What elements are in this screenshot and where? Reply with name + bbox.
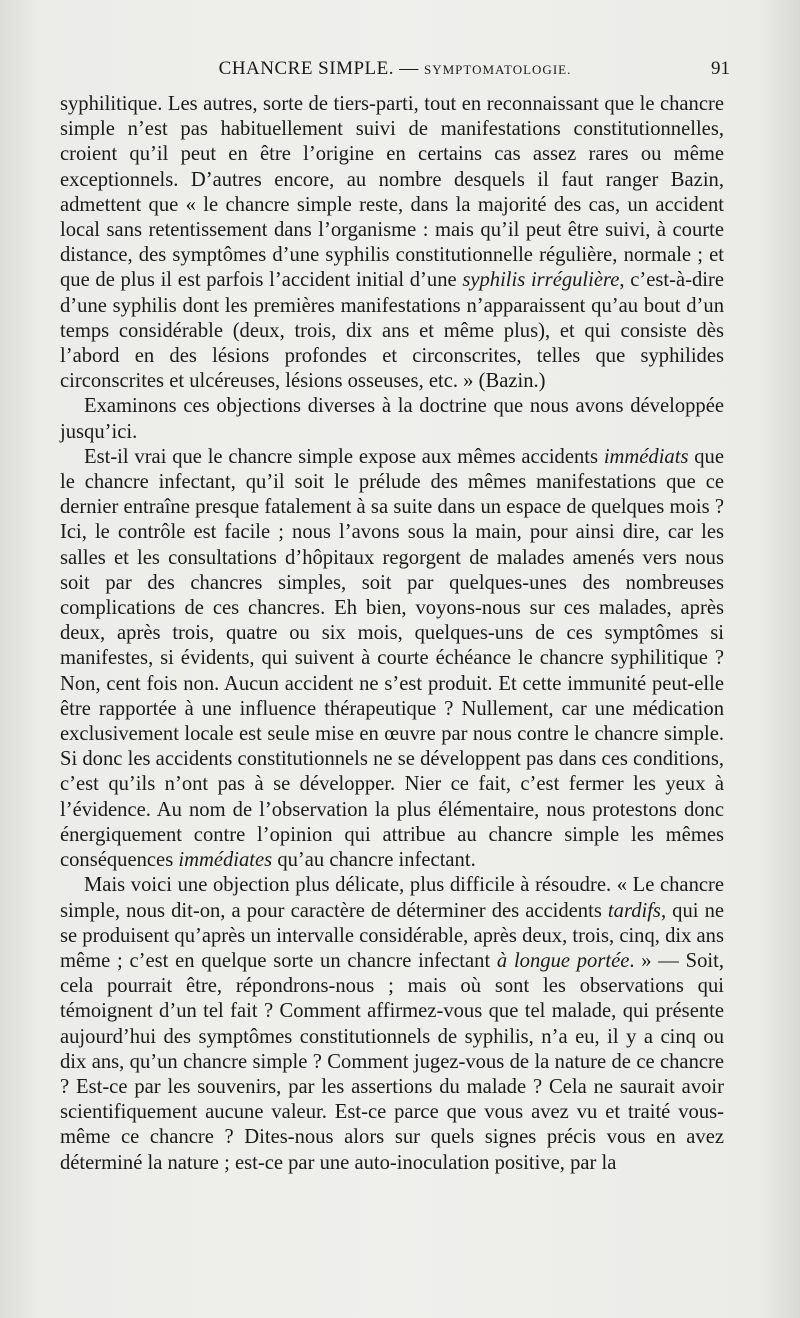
running-title (60, 58, 730, 80)
paragraph-text: , qui ne se produisent qu’après un intervalle considérable, après deux, trois, cinq, dix ans même ; c’est en quelque sorte un chancre infectant (60, 899, 725, 972)
running-title-dash: — (399, 58, 419, 79)
italic-term: à longue portée (496, 949, 630, 972)
running-header (60, 58, 730, 86)
italic-term: tardifs (607, 899, 661, 922)
paragraph-text: Est-il vrai que le chancre simple expose aux mêmes accidents (84, 445, 604, 468)
paragraph-text: Mais voici une objection plus délicate, plus difficile à résoudre. « Le chancre simple, nous dit-on, a pour caractère de déterminer des accidents (60, 874, 724, 922)
page-number: 91 (711, 58, 730, 79)
paragraph-1 (60, 92, 724, 394)
paragraph-text: Examinons ces objections diverses à la doctrine que nous avons développée jusqu’ici. (60, 395, 724, 443)
paragraph-text: , c’est-à-dire d’une syphilis dont les premières manifestations n’apparaissent qu’au bout d’un temps considérable (deux, trois, dix ans et même plus), et qui consiste dès l’abord en des lésions profondes et circonscrites, telles que syphilides circonscrites et ulcéreuses, lésions osseuses, etc. » (Bazin.) (60, 269, 724, 393)
paragraph-text: qu’au chancre infectant. (272, 849, 476, 872)
body-text (60, 92, 724, 1176)
italic-term: immédiats (603, 445, 689, 468)
paragraph-text: . » — Soit, cela pourrait être, répondrons-nous ; mais où sont les observations qui témoignent d’un tel fait ? Comment affirmez-vous que tel malade, qui présente aujourd’hui des symptômes constitutionnels de syphilis, n’a eu, il y a cinq ou dix ans, qu’un chancre simple ? Comment jugez-vous de la nature de ce chancre ? Est-ce par les souvenirs, par les assertions du malade ? Cela ne saurait avoir scientifiquement aucune valeur. Est-ce parce que vous avez vu et traité vous-même ce chancre ? Dites-nous alors sur quels signes précis vous en avez déterminé la nature ; est-ce par une auto-inoculation positive, par la (60, 949, 724, 1174)
paragraph-2 (60, 394, 724, 444)
paragraph-4 (60, 873, 724, 1175)
running-title-main: CHANCRE SIMPLE. (218, 58, 394, 79)
paragraph-3 (60, 445, 724, 873)
italic-term: immédiates (178, 849, 273, 872)
paragraph-text: que le chancre infectant, qu’il soit le prélude des mêmes manifestations que ce dernier entraîne presque fatalement à sa suite dans un espace de quelques mois ? Ici, le contrôle est facile ; nous l’avons sous la main, pour ainsi dire, car les salles et les consultations d’hôpitaux regorgent de malades amenés vers nous soit par des chancres simples, soit par quelques-unes des nombreuses complications de ces chancres. Eh bien, voyons-nous sur ces malades, après deux, après trois, quatre ou six mois, quelques-uns de ces symptômes si manifestes, si évidents, qui suivent à courte échéance le chancre syphilitique ? Non, cent fois non. Aucun accident ne s’est produit. Et cette immunité peut-elle être rapportée à une influence thérapeutique ? Nullement, car une médication exclusivement locale est seule mise en œuvre par nous contre le chancre simple. Si donc les accidents constitutionnels ne se développent pas dans ces conditions, c’est qu’ils n’ont pas à se développer. Nier ce fait, c’est fermer les yeux à l’évidence. Au nom de l’observation la plus élémentaire, nous protestons donc énergiquement contre l’opinion qui attribue au chancre simple les mêmes conséquences (60, 445, 724, 872)
running-title-section: SYMPTOMATOLOGIE. (424, 62, 572, 77)
italic-term: syphilis irrégulière (462, 269, 620, 292)
paragraph-text: syphilitique. Les autres, sorte de tiers-parti, tout en reconnaissant que le chancre simple n’est pas habituellement suivi de manifestations constitutionnelles, croient qu’il peut en être l’origine en certains cas assez rares ou même exceptionnels. D’autres encore, au nombre desquels il faut ranger Bazin, admettent que « le chancre simple reste, dans la majorité des cas, un accident local sans retentissement dans l’organisme : mais qu’il peut être suivi, à courte distance, des symptômes d’une syphilis constitutionnelle régulière, normale ; et que de plus il est parfois l’accident initial d’une (60, 93, 724, 292)
